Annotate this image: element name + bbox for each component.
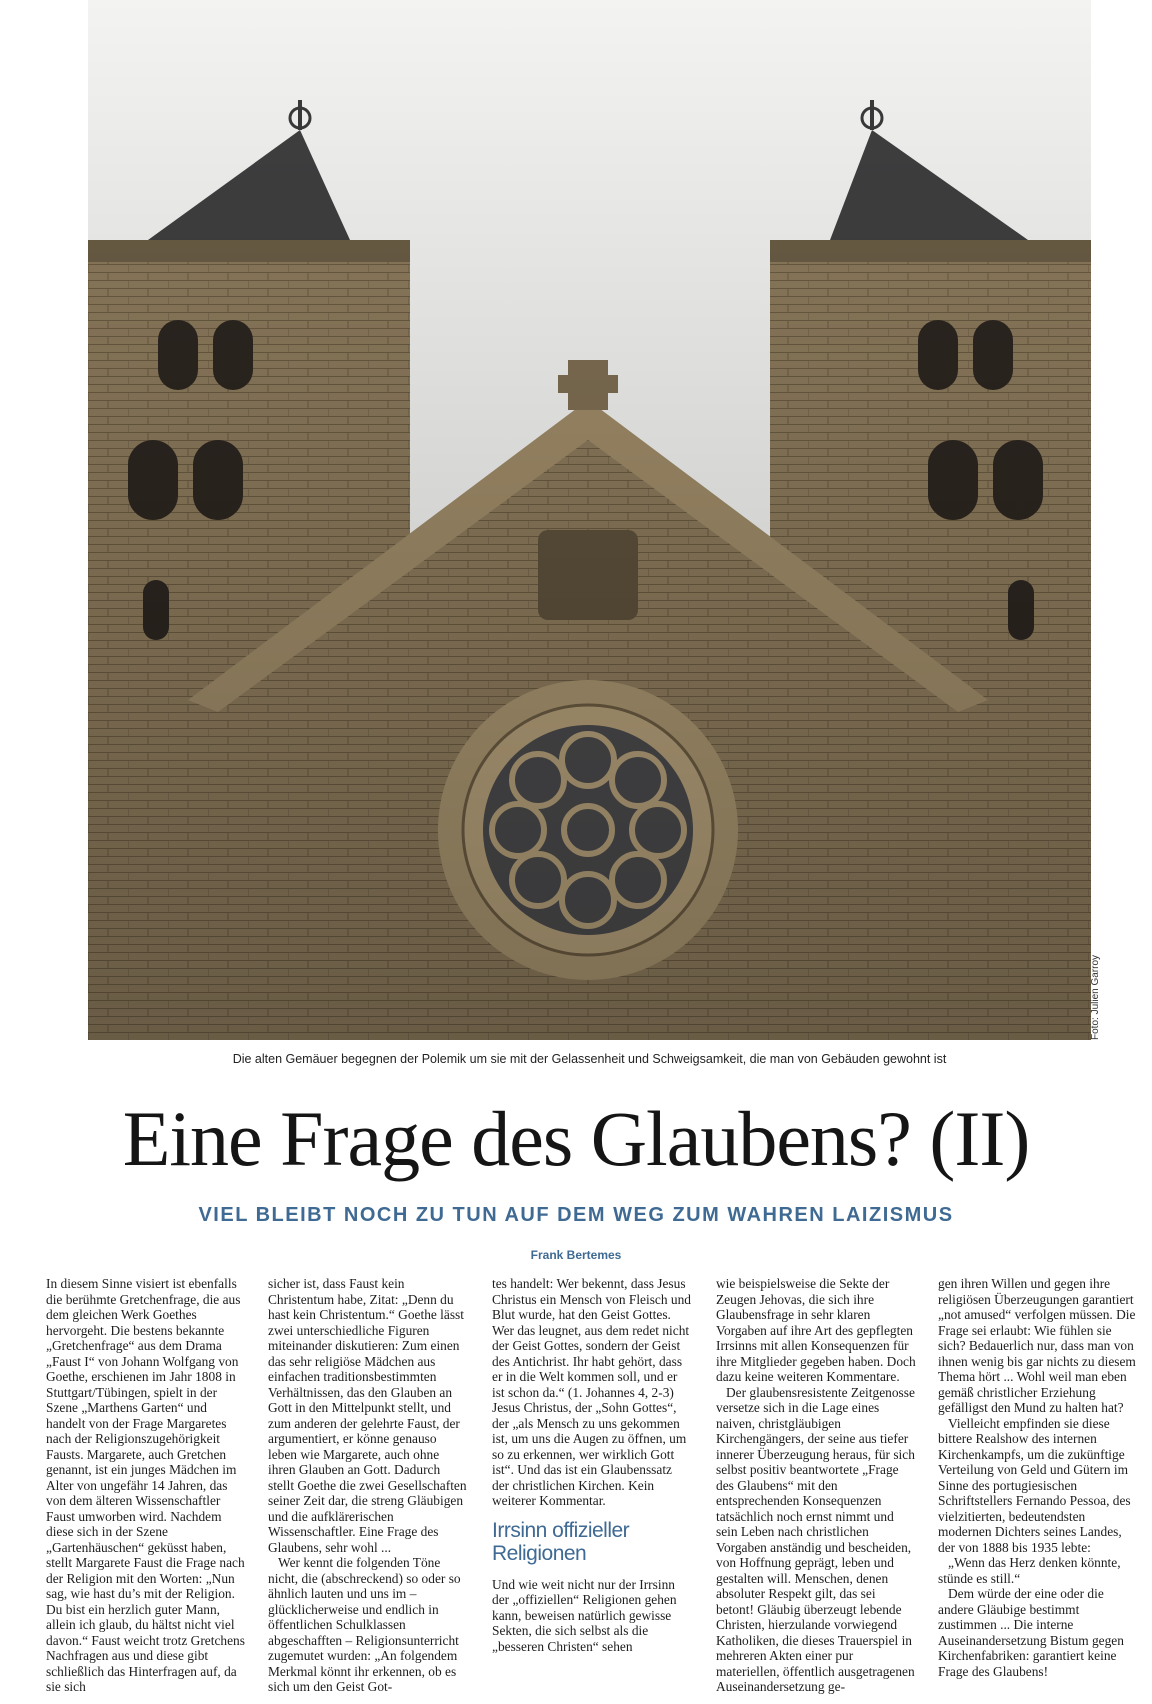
article-headline: Eine Frage des Glaubens? (II) xyxy=(122,1095,1030,1182)
column-5 xyxy=(938,1276,1138,1700)
photo-caption: Die alten Gemäuer begegnen der Polemik um sie mit der Gelassenheit und Schweigsamkeit, die man von Gebäuden gewohnt ist xyxy=(232,1052,947,1066)
photo-credit: Foto: Julien Garroy xyxy=(1090,954,1101,1040)
paragraph: Wer kennt die folgenden Töne nicht, die (abschreckend) so oder so ähnlich lauten und uns im – glücklicherweise und endlich in öffentlichen Schulklassen abgeschafften – Religionsunterricht zugemutet wurden: „An folgendem Merkmal könnt ihr erkennen, ob es sich um den Geist Got- xyxy=(268,1555,461,1694)
column-1 xyxy=(46,1276,246,1700)
column-3 xyxy=(492,1276,692,1700)
paragraph: tes handelt: Wer bekennt, dass Jesus Christus ein Mensch von Fleisch und Blut wurde, hat den Geist Gottes. Wer das leugnet, aus dem redet nicht der Geist Gottes, sondern der Geist des Antichrist. Ihr habt gehört, dass er in die Welt kommen soll, und er ist schon da.“ (1. Johannes 4, 2-3) Jesus Christus, der „Sohn Gottes“, der „als Mensch zu uns gekommen ist, um uns die Augen zu öffnen, um so zu erkennen, wer wirklich Gott ist“. Und das ist ein Glaubenssatz der christlichen Kirchen. Kein weiterer Kommentar. xyxy=(492,1276,691,1508)
article-subhead: VIEL BLEIBT NOCH ZU TUN AUF DEM WEG ZUM WAHREN LAIZISMUS xyxy=(198,1204,954,1226)
paragraph: Und wie weit nicht nur der Irrsinn der „offiziellen“ Religionen gehen kann, beweisen natürlich gewisse Sekten, die sich selbst als die „besseren Christen“ sehen xyxy=(492,1576,677,1654)
paragraph: Dem würde der eine oder die andere Gläubige bestimmt zustimmen ... Die interne Auseinandersetzung Bistum gegen Kirchenfabriken: garantiert keine Frage des Glaubens! xyxy=(938,1586,1124,1679)
column-4 xyxy=(716,1276,916,1700)
church-facade-image xyxy=(88,0,1091,1040)
paragraph: wie beispielsweise die Sekte der Zeugen Jehovas, die sich ihre Glaubensfrage in sehr klaren Vorgaben auf ihre Art des gepflegten Irrsinns mit allen Konsequenzen für ihre Mitglieder gegeben haben. Doch dazu keine weiteren Kommentare. xyxy=(716,1276,916,1384)
article-byline: Frank Bertemes xyxy=(530,1248,622,1262)
paragraph: gen ihren Willen und gegen ihre religiösen Überzeugungen garantiert „not amused“ verfolgen müssen. Die Frage sei erlaubt: Wie fühlen sie sich? Bedauerlich nur, dass man von ihnen wenig bis gar nichts zu diesem Thema hört ... Wohl weil man eben gemäß christlicher Erziehung gefälligst den Mund zu halten hat? xyxy=(938,1276,1136,1415)
paragraph: sicher ist, dass Faust kein Christentum habe, Zitat: „Denn du hast kein Christentum.“ Goethe lässt zwei unterschiedliche Figuren miteinander diskutieren: Zum einen das sehr religiöse Mädchen aus einfachen traditionsbestimmten Verhältnissen, das den Glauben an Gott in den Mittelpunkt stellt, und zum anderen der gelehrte Faust, der argumentiert, er könne genauso leben wie Margarete, auch ohne ihren Glauben an Gott. Dadurch stellt Goethe die zwei Gesellschaften seiner Zeit dar, die streng Gläubigen und die aufklärerischen Wissenschaftler. Eine Frage des Glaubens, sehr wohl ... xyxy=(268,1276,467,1555)
section-heading: Irrsinn offizieller Religionen xyxy=(492,1518,630,1565)
column-2 xyxy=(268,1276,468,1700)
article-body xyxy=(46,1276,1136,1700)
quote: „Wenn das Herz denken könnte, stünde es still.“ xyxy=(938,1555,1121,1586)
paragraph: Der glaubensresistente Zeitgenosse versetze sich in die Lage eines naiven, christgläubigen Kirchengängers, der seine aus tiefer innerer Überzeugung heraus, für sich selbst positiv beantwortete „Frage des Glaubens“ mit den entsprechenden Konsequenzen tatsächlich noch ernst nimmt und sein Leben nach christlichen Vorgaben anständig und bescheiden, von Hoffnung geprägt, leben und gestalten will. Menschen, denen absoluter Respekt gilt, das sei betont! Gläubig überzeugt lebende Christen, hierzulande vorwiegend Katholiken, die dieses Trauerspiel in mehreren Akten einer pur materiellen, öffentlich ausgetragenen Auseinandersetzung ge- xyxy=(716,1384,915,1694)
church-photo xyxy=(88,0,1091,1040)
paragraph: In diesem Sinne visiert ist ebenfalls die berühmte Gretchenfrage, die aus dem gleichen Werk Goethes hervorgeht. Die bestens bekannte „Gretchenfrage“ aus dem Drama „Faust I“ von Johann Wolfgang von Goethe, erschienen im Jahr 1808 in Stuttgart/Tübingen, spielt in der Szene „Marthens Garten“ und handelt von der Frage Margaretes nach der Religionszugehörigkeit Fausts. Margarete, auch Gretchen genannt, ist ein junges Mädchen im Alter von ungefähr 14 Jahren, das von dem älteren Wissenschaftler Faust umworben wird. Nachdem diese sich in der Szene „Gartenhäuschen“ geküsst haben, stellt Margarete Faust die Frage nach der Religion mit den Worten: „Nun sag, wie hast du’s mit der Religion. Du bist ein herzlich guter Mann, allein ich glaub, du hältst nicht viel davon.“ Faust weicht trotz Gretchens Nachfragen aus und diese gibt schließlich das Hinterfragen auf, da sie sich xyxy=(46,1276,245,1694)
paragraph: Vielleicht empfinden sie diese bittere Realshow des internen Kirchenkampfs, um die zukünftige Verteilung von Geld und Gütern im Sinne des portugiesischen Schriftstellers Fernando Pessoa, des vielzitierten, bedeutendsten modernen Dichters seines Landes, der von 1888 bis 1935 lebte: xyxy=(938,1415,1131,1555)
